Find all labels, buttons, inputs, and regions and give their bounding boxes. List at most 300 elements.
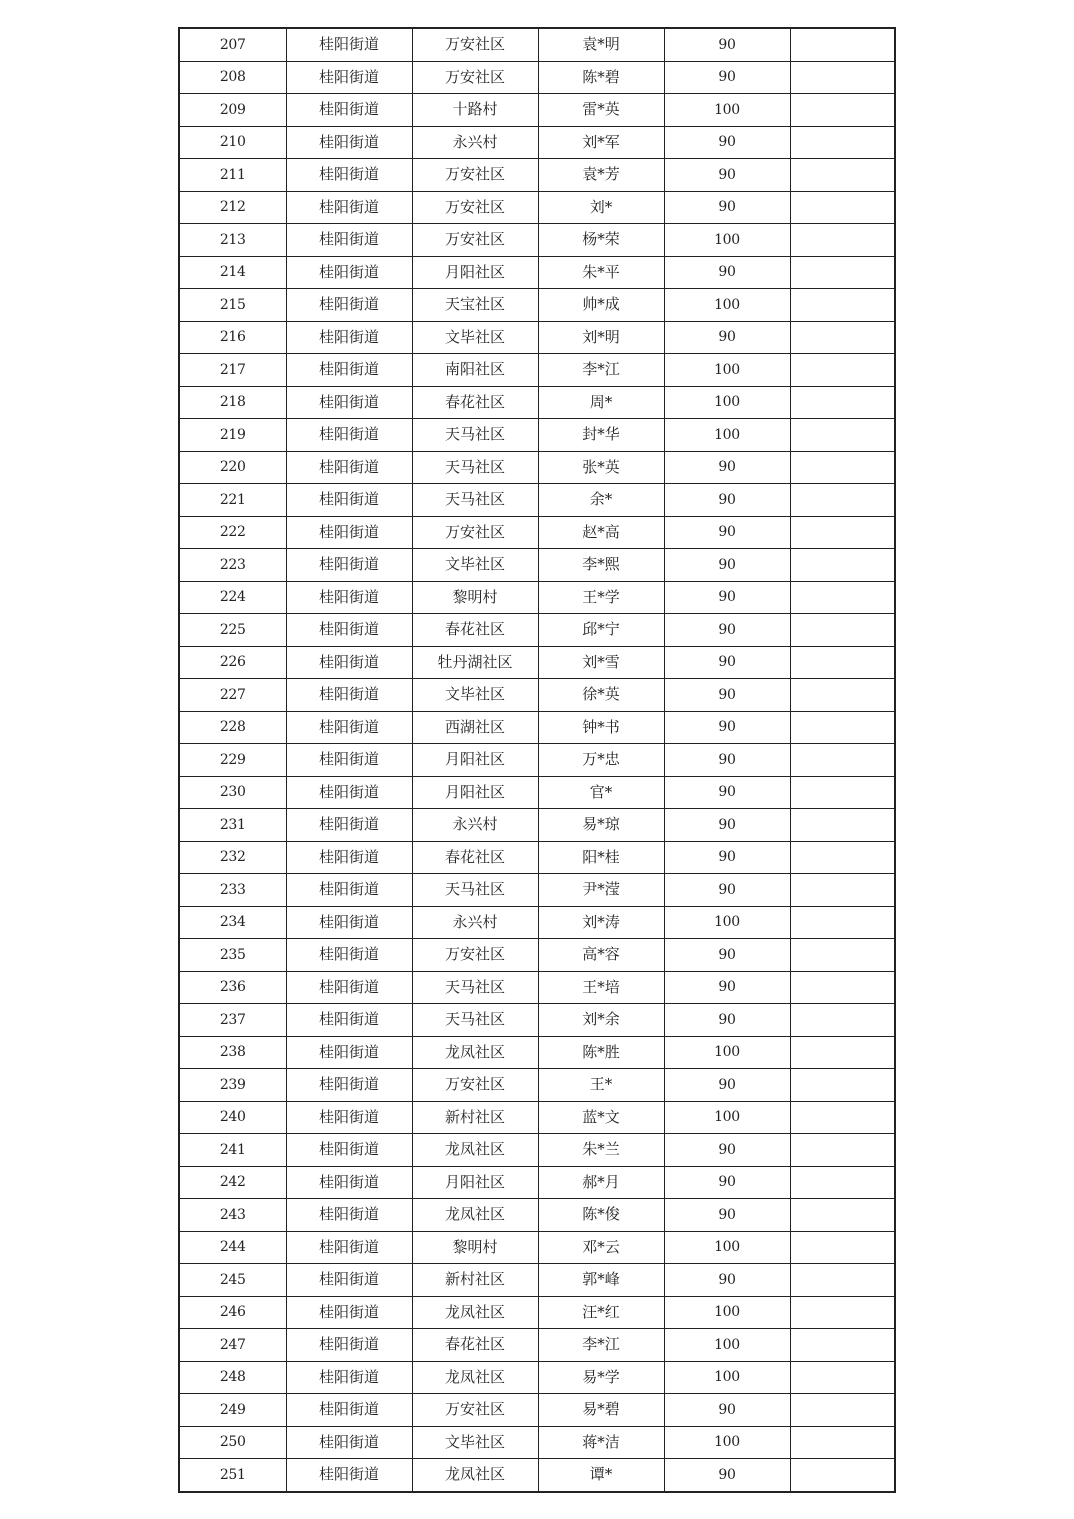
table-row xyxy=(179,256,895,289)
cell-person-name: 刘* xyxy=(538,191,664,224)
cell-index: 219 xyxy=(179,419,286,452)
cell-person-name: 王* xyxy=(538,1069,664,1102)
cell-remark xyxy=(790,224,895,257)
table-row xyxy=(179,971,895,1004)
cell-score: 90 xyxy=(664,744,790,777)
cell-remark xyxy=(790,1069,895,1102)
cell-person-name: 李*江 xyxy=(538,354,664,387)
table-row xyxy=(179,1199,895,1232)
cell-score: 100 xyxy=(664,386,790,419)
cell-index: 212 xyxy=(179,191,286,224)
cell-street: 桂阳街道 xyxy=(286,581,412,614)
table-row xyxy=(179,874,895,907)
cell-person-name: 刘*明 xyxy=(538,321,664,354)
cell-community: 万安社区 xyxy=(412,939,538,972)
cell-street: 桂阳街道 xyxy=(286,354,412,387)
cell-remark xyxy=(790,1361,895,1394)
cell-index: 230 xyxy=(179,776,286,809)
table-row xyxy=(179,1361,895,1394)
cell-index: 231 xyxy=(179,809,286,842)
cell-street: 桂阳街道 xyxy=(286,549,412,582)
cell-street: 桂阳街道 xyxy=(286,191,412,224)
table-row xyxy=(179,1264,895,1297)
cell-community: 万安社区 xyxy=(412,224,538,257)
cell-remark xyxy=(790,776,895,809)
cell-person-name: 杨*荣 xyxy=(538,224,664,257)
cell-street: 桂阳街道 xyxy=(286,94,412,127)
cell-community: 新村社区 xyxy=(412,1101,538,1134)
cell-score: 90 xyxy=(664,159,790,192)
cell-index: 241 xyxy=(179,1134,286,1167)
cell-street: 桂阳街道 xyxy=(286,809,412,842)
table-row xyxy=(179,126,895,159)
cell-score: 90 xyxy=(664,874,790,907)
cell-score: 90 xyxy=(664,1069,790,1102)
table-row xyxy=(179,191,895,224)
cell-index: 232 xyxy=(179,841,286,874)
cell-index: 218 xyxy=(179,386,286,419)
cell-remark xyxy=(790,126,895,159)
cell-index: 246 xyxy=(179,1296,286,1329)
cell-street: 桂阳街道 xyxy=(286,646,412,679)
cell-index: 216 xyxy=(179,321,286,354)
cell-score: 100 xyxy=(664,289,790,322)
cell-person-name: 陈*胜 xyxy=(538,1036,664,1069)
cell-score: 90 xyxy=(664,646,790,679)
cell-remark xyxy=(790,971,895,1004)
table-row xyxy=(179,159,895,192)
cell-community: 万安社区 xyxy=(412,159,538,192)
cell-score: 100 xyxy=(664,906,790,939)
cell-street: 桂阳街道 xyxy=(286,971,412,1004)
cell-person-name: 钟*书 xyxy=(538,711,664,744)
cell-community: 黎明村 xyxy=(412,1231,538,1264)
cell-street: 桂阳街道 xyxy=(286,1394,412,1427)
cell-community: 龙凤社区 xyxy=(412,1199,538,1232)
cell-score: 90 xyxy=(664,776,790,809)
cell-index: 208 xyxy=(179,61,286,94)
cell-street: 桂阳街道 xyxy=(286,256,412,289)
cell-remark xyxy=(790,581,895,614)
cell-remark xyxy=(790,1036,895,1069)
cell-index: 251 xyxy=(179,1459,286,1492)
cell-person-name: 万*忠 xyxy=(538,744,664,777)
cell-remark xyxy=(790,679,895,712)
cell-person-name: 谭* xyxy=(538,1459,664,1492)
table-row xyxy=(179,1166,895,1199)
cell-street: 桂阳街道 xyxy=(286,776,412,809)
cell-remark xyxy=(790,614,895,647)
cell-community: 天马社区 xyxy=(412,451,538,484)
table-row xyxy=(179,354,895,387)
table-row xyxy=(179,939,895,972)
cell-community: 月阳社区 xyxy=(412,776,538,809)
cell-score: 100 xyxy=(664,94,790,127)
cell-community: 春花社区 xyxy=(412,386,538,419)
cell-street: 桂阳街道 xyxy=(286,1166,412,1199)
cell-index: 225 xyxy=(179,614,286,647)
cell-person-name: 郭*峰 xyxy=(538,1264,664,1297)
cell-community: 春花社区 xyxy=(412,841,538,874)
cell-score: 100 xyxy=(664,1101,790,1134)
cell-index: 214 xyxy=(179,256,286,289)
cell-remark xyxy=(790,61,895,94)
cell-person-name: 高*容 xyxy=(538,939,664,972)
cell-street: 桂阳街道 xyxy=(286,516,412,549)
table-row xyxy=(179,646,895,679)
cell-remark xyxy=(790,484,895,517)
cell-person-name: 易*琼 xyxy=(538,809,664,842)
cell-index: 209 xyxy=(179,94,286,127)
table-row xyxy=(179,809,895,842)
cell-street: 桂阳街道 xyxy=(286,679,412,712)
table-row xyxy=(179,1329,895,1362)
cell-community: 文毕社区 xyxy=(412,1426,538,1459)
cell-street: 桂阳街道 xyxy=(286,1231,412,1264)
cell-person-name: 余* xyxy=(538,484,664,517)
cell-score: 90 xyxy=(664,191,790,224)
cell-community: 天马社区 xyxy=(412,419,538,452)
table-row xyxy=(179,841,895,874)
cell-community: 十路村 xyxy=(412,94,538,127)
table-row xyxy=(179,451,895,484)
cell-community: 龙凤社区 xyxy=(412,1361,538,1394)
cell-index: 220 xyxy=(179,451,286,484)
table-row xyxy=(179,419,895,452)
cell-community: 文毕社区 xyxy=(412,679,538,712)
cell-score: 90 xyxy=(664,321,790,354)
cell-community: 永兴村 xyxy=(412,126,538,159)
cell-remark xyxy=(790,28,895,61)
cell-person-name: 阳*桂 xyxy=(538,841,664,874)
cell-person-name: 易*学 xyxy=(538,1361,664,1394)
cell-community: 龙凤社区 xyxy=(412,1036,538,1069)
cell-community: 永兴村 xyxy=(412,809,538,842)
cell-community: 天宝社区 xyxy=(412,289,538,322)
cell-remark xyxy=(790,386,895,419)
cell-score: 90 xyxy=(664,516,790,549)
cell-remark xyxy=(790,711,895,744)
cell-score: 100 xyxy=(664,1296,790,1329)
cell-street: 桂阳街道 xyxy=(286,1426,412,1459)
cell-street: 桂阳街道 xyxy=(286,1459,412,1492)
cell-community: 永兴村 xyxy=(412,906,538,939)
table-row xyxy=(179,906,895,939)
table-row xyxy=(179,1394,895,1427)
cell-community: 文毕社区 xyxy=(412,321,538,354)
cell-person-name: 蓝*文 xyxy=(538,1101,664,1134)
cell-index: 248 xyxy=(179,1361,286,1394)
table-row xyxy=(179,711,895,744)
cell-score: 90 xyxy=(664,549,790,582)
table-row xyxy=(179,1069,895,1102)
records-table xyxy=(178,27,896,1493)
table-row xyxy=(179,1296,895,1329)
cell-person-name: 刘*涛 xyxy=(538,906,664,939)
cell-community: 龙凤社区 xyxy=(412,1296,538,1329)
cell-person-name: 邓*云 xyxy=(538,1231,664,1264)
cell-community: 文毕社区 xyxy=(412,549,538,582)
cell-community: 万安社区 xyxy=(412,61,538,94)
cell-street: 桂阳街道 xyxy=(286,28,412,61)
cell-community: 万安社区 xyxy=(412,28,538,61)
cell-score: 100 xyxy=(664,1361,790,1394)
cell-person-name: 邱*宁 xyxy=(538,614,664,647)
cell-remark xyxy=(790,256,895,289)
cell-remark xyxy=(790,1426,895,1459)
cell-person-name: 袁*芳 xyxy=(538,159,664,192)
cell-community: 月阳社区 xyxy=(412,744,538,777)
cell-score: 90 xyxy=(664,451,790,484)
cell-community: 牡丹湖社区 xyxy=(412,646,538,679)
cell-index: 229 xyxy=(179,744,286,777)
table-row xyxy=(179,1134,895,1167)
cell-person-name: 张*英 xyxy=(538,451,664,484)
cell-person-name: 蒋*洁 xyxy=(538,1426,664,1459)
cell-remark xyxy=(790,1134,895,1167)
cell-street: 桂阳街道 xyxy=(286,841,412,874)
cell-street: 桂阳街道 xyxy=(286,224,412,257)
table-row xyxy=(179,1101,895,1134)
cell-person-name: 王*学 xyxy=(538,581,664,614)
cell-street: 桂阳街道 xyxy=(286,159,412,192)
cell-score: 90 xyxy=(664,581,790,614)
table-row xyxy=(179,1426,895,1459)
cell-street: 桂阳街道 xyxy=(286,321,412,354)
cell-score: 90 xyxy=(664,1004,790,1037)
cell-index: 211 xyxy=(179,159,286,192)
cell-person-name: 刘*余 xyxy=(538,1004,664,1037)
cell-community: 春花社区 xyxy=(412,1329,538,1362)
table-row xyxy=(179,321,895,354)
cell-remark xyxy=(790,744,895,777)
cell-community: 万安社区 xyxy=(412,191,538,224)
cell-score: 90 xyxy=(664,939,790,972)
cell-person-name: 朱*兰 xyxy=(538,1134,664,1167)
cell-remark xyxy=(790,1329,895,1362)
cell-score: 90 xyxy=(664,1166,790,1199)
cell-street: 桂阳街道 xyxy=(286,61,412,94)
cell-community: 万安社区 xyxy=(412,516,538,549)
cell-index: 239 xyxy=(179,1069,286,1102)
table-row xyxy=(179,679,895,712)
cell-score: 90 xyxy=(664,711,790,744)
cell-index: 210 xyxy=(179,126,286,159)
cell-person-name: 陈*俊 xyxy=(538,1199,664,1232)
cell-remark xyxy=(790,354,895,387)
cell-street: 桂阳街道 xyxy=(286,874,412,907)
cell-index: 221 xyxy=(179,484,286,517)
cell-remark xyxy=(790,191,895,224)
cell-score: 90 xyxy=(664,28,790,61)
table-row xyxy=(179,289,895,322)
cell-person-name: 徐*英 xyxy=(538,679,664,712)
cell-index: 227 xyxy=(179,679,286,712)
table-row xyxy=(179,614,895,647)
cell-person-name: 王*培 xyxy=(538,971,664,1004)
cell-person-name: 雷*英 xyxy=(538,94,664,127)
cell-community: 西湖社区 xyxy=(412,711,538,744)
cell-community: 龙凤社区 xyxy=(412,1134,538,1167)
cell-street: 桂阳街道 xyxy=(286,1036,412,1069)
cell-score: 90 xyxy=(664,841,790,874)
cell-index: 233 xyxy=(179,874,286,907)
cell-person-name: 周* xyxy=(538,386,664,419)
cell-street: 桂阳街道 xyxy=(286,939,412,972)
cell-score: 90 xyxy=(664,809,790,842)
table-row xyxy=(179,386,895,419)
cell-score: 90 xyxy=(664,484,790,517)
cell-score: 90 xyxy=(664,971,790,1004)
cell-score: 90 xyxy=(664,614,790,647)
cell-remark xyxy=(790,1101,895,1134)
cell-index: 249 xyxy=(179,1394,286,1427)
records-table-body xyxy=(179,28,895,1492)
table-row xyxy=(179,776,895,809)
cell-remark xyxy=(790,451,895,484)
cell-index: 236 xyxy=(179,971,286,1004)
cell-community: 春花社区 xyxy=(412,614,538,647)
cell-score: 90 xyxy=(664,126,790,159)
cell-index: 224 xyxy=(179,581,286,614)
cell-street: 桂阳街道 xyxy=(286,1004,412,1037)
cell-score: 90 xyxy=(664,1264,790,1297)
cell-score: 90 xyxy=(664,679,790,712)
cell-score: 90 xyxy=(664,256,790,289)
cell-remark xyxy=(790,159,895,192)
cell-index: 242 xyxy=(179,1166,286,1199)
cell-remark xyxy=(790,1004,895,1037)
table-row xyxy=(179,549,895,582)
cell-score: 100 xyxy=(664,1426,790,1459)
cell-street: 桂阳街道 xyxy=(286,1264,412,1297)
cell-remark xyxy=(790,1166,895,1199)
cell-remark xyxy=(790,94,895,127)
cell-index: 207 xyxy=(179,28,286,61)
cell-street: 桂阳街道 xyxy=(286,1134,412,1167)
cell-remark xyxy=(790,646,895,679)
table-row xyxy=(179,1231,895,1264)
cell-person-name: 朱*平 xyxy=(538,256,664,289)
cell-score: 90 xyxy=(664,1134,790,1167)
cell-score: 90 xyxy=(664,61,790,94)
cell-community: 天马社区 xyxy=(412,874,538,907)
cell-community: 月阳社区 xyxy=(412,1166,538,1199)
cell-index: 235 xyxy=(179,939,286,972)
cell-street: 桂阳街道 xyxy=(286,1361,412,1394)
cell-index: 240 xyxy=(179,1101,286,1134)
cell-score: 100 xyxy=(664,1036,790,1069)
cell-person-name: 刘*雪 xyxy=(538,646,664,679)
cell-street: 桂阳街道 xyxy=(286,386,412,419)
cell-remark xyxy=(790,549,895,582)
cell-index: 245 xyxy=(179,1264,286,1297)
cell-score: 100 xyxy=(664,419,790,452)
cell-score: 100 xyxy=(664,1329,790,1362)
cell-remark xyxy=(790,289,895,322)
table-row xyxy=(179,61,895,94)
cell-index: 238 xyxy=(179,1036,286,1069)
cell-community: 南阳社区 xyxy=(412,354,538,387)
cell-street: 桂阳街道 xyxy=(286,1101,412,1134)
table-row xyxy=(179,28,895,61)
cell-person-name: 赵*高 xyxy=(538,516,664,549)
cell-index: 250 xyxy=(179,1426,286,1459)
table-row xyxy=(179,224,895,257)
cell-remark xyxy=(790,939,895,972)
cell-person-name: 袁*明 xyxy=(538,28,664,61)
cell-community: 万安社区 xyxy=(412,1394,538,1427)
cell-remark xyxy=(790,1394,895,1427)
cell-street: 桂阳街道 xyxy=(286,744,412,777)
cell-score: 90 xyxy=(664,1199,790,1232)
cell-remark xyxy=(790,874,895,907)
cell-street: 桂阳街道 xyxy=(286,484,412,517)
table-row xyxy=(179,1036,895,1069)
cell-community: 天马社区 xyxy=(412,484,538,517)
cell-community: 月阳社区 xyxy=(412,256,538,289)
cell-person-name: 刘*军 xyxy=(538,126,664,159)
cell-person-name: 帅*成 xyxy=(538,289,664,322)
cell-remark xyxy=(790,419,895,452)
cell-remark xyxy=(790,1231,895,1264)
cell-street: 桂阳街道 xyxy=(286,1199,412,1232)
cell-remark xyxy=(790,1264,895,1297)
cell-person-name: 李*熙 xyxy=(538,549,664,582)
cell-remark xyxy=(790,1199,895,1232)
cell-street: 桂阳街道 xyxy=(286,614,412,647)
cell-remark xyxy=(790,906,895,939)
cell-person-name: 易*碧 xyxy=(538,1394,664,1427)
cell-index: 217 xyxy=(179,354,286,387)
table-row xyxy=(179,484,895,517)
cell-street: 桂阳街道 xyxy=(286,126,412,159)
cell-index: 226 xyxy=(179,646,286,679)
cell-index: 228 xyxy=(179,711,286,744)
cell-street: 桂阳街道 xyxy=(286,906,412,939)
cell-remark xyxy=(790,516,895,549)
cell-street: 桂阳街道 xyxy=(286,289,412,322)
table-row xyxy=(179,94,895,127)
cell-remark xyxy=(790,841,895,874)
cell-remark xyxy=(790,1296,895,1329)
cell-community: 新村社区 xyxy=(412,1264,538,1297)
cell-community: 万安社区 xyxy=(412,1069,538,1102)
cell-index: 222 xyxy=(179,516,286,549)
table-row xyxy=(179,1459,895,1492)
cell-index: 244 xyxy=(179,1231,286,1264)
cell-street: 桂阳街道 xyxy=(286,451,412,484)
cell-community: 龙凤社区 xyxy=(412,1459,538,1492)
table-row xyxy=(179,1004,895,1037)
cell-community: 黎明村 xyxy=(412,581,538,614)
cell-street: 桂阳街道 xyxy=(286,711,412,744)
cell-street: 桂阳街道 xyxy=(286,1069,412,1102)
cell-person-name: 李*江 xyxy=(538,1329,664,1362)
cell-community: 天马社区 xyxy=(412,971,538,1004)
cell-person-name: 陈*碧 xyxy=(538,61,664,94)
cell-community: 天马社区 xyxy=(412,1004,538,1037)
cell-index: 213 xyxy=(179,224,286,257)
cell-person-name: 汪*红 xyxy=(538,1296,664,1329)
table-row xyxy=(179,516,895,549)
cell-person-name: 尹*滢 xyxy=(538,874,664,907)
cell-street: 桂阳街道 xyxy=(286,1296,412,1329)
table-row xyxy=(179,581,895,614)
cell-score: 90 xyxy=(664,1394,790,1427)
cell-index: 247 xyxy=(179,1329,286,1362)
cell-person-name: 官* xyxy=(538,776,664,809)
